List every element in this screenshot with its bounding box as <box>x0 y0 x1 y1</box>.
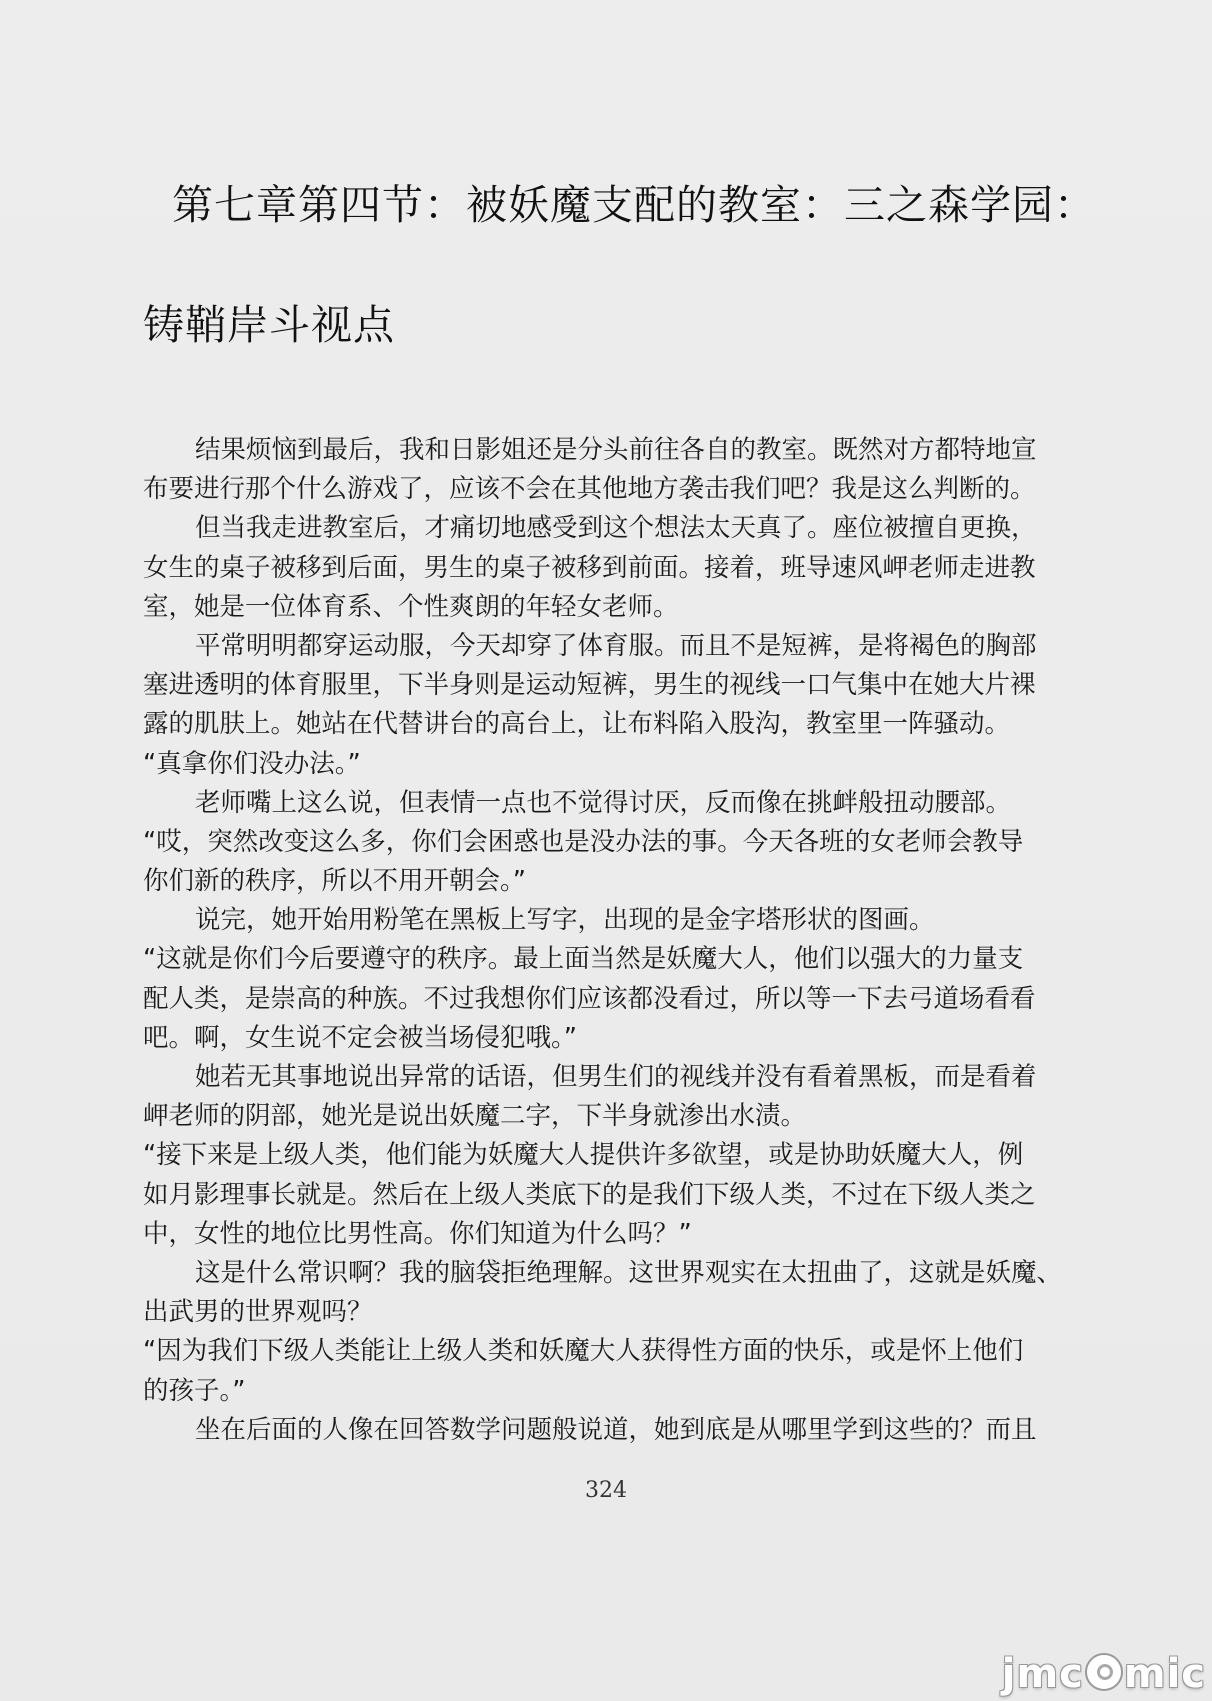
text-line: 吧。啊，女生说不定会被当场侵犯哦。” <box>143 1022 577 1053</box>
text-line: 老师嘴上这么说，但表情一点也不觉得讨厌，反而像在挑衅般扭动腰部。 <box>195 787 1012 818</box>
text-line: “哎，突然改变这么多，你们会困惑也是没办法的事。今天各班的女老师会教导 <box>143 826 1024 857</box>
text-line: 露的肌肤上。她站在代替讲台的高台上，让布料陷入股沟，教室里一阵骚动。 <box>143 709 1011 740</box>
watermark-text-right: mic <box>1123 1651 1206 1697</box>
text-line: 岬老师的阴部，她光是说出妖魔二字，下半身就渗出水渍。 <box>143 1101 807 1132</box>
text-line: 中，女性的地位比男性高。你们知道为什么吗？” <box>143 1218 692 1249</box>
chapter-subtitle: 铸鞘岸斗视点 <box>143 301 395 349</box>
text-line: 这是什么常识啊？我的脑袋拒绝理解。这世界观实在太扭曲了，这就是妖魔、 <box>195 1257 1063 1288</box>
text-line: 出武男的世界观吗？ <box>143 1297 373 1328</box>
text-line: 平常明明都穿运动服，今天却穿了体育服。而且不是短裤，是将褐色的胸部 <box>195 630 1037 661</box>
text-line: “接下来是上级人类，他们能为妖魔大人提供许多欲望，或是协助妖魔大人，例 <box>143 1140 1024 1171</box>
text-line: 的孩子。” <box>143 1375 246 1406</box>
text-line: 室，她是一位体育系、个性爽朗的年轻女老师。 <box>143 591 679 622</box>
chapter-title: 第七章第四节：被妖魔支配的教室：三之森学园： <box>172 181 1096 229</box>
text-line: 女生的桌子被移到后面，男生的桌子被移到前面。接着，班导速风岬老师走进教 <box>143 552 1036 583</box>
watermark-logo <box>1002 1651 1206 1697</box>
text-line: 布要进行那个什么游戏了，应该不会在其他地方袭击我们吧？我是这么判断的。 <box>143 474 1036 505</box>
text-line: 你们新的秩序，所以不用开朝会。” <box>143 866 526 897</box>
text-line: “真拿你们没办法。” <box>143 748 361 779</box>
text-line: 如月影理事长就是。然后在上级人类底下的是我们下级人类，不过在下级人类之 <box>143 1179 1036 1210</box>
coin-icon <box>1085 1653 1123 1691</box>
text-line: 她若无其事地说出异常的话语，但男生们的视线并没有看着黑板，而是看着 <box>195 1062 1037 1092</box>
text-line: “这就是你们今后要遵守的秩序。最上面当然是妖魔大人，他们以强大的力量支 <box>143 944 1024 975</box>
text-line: 说完，她开始用粉笔在黑板上写字，出现的是金字塔形状的图画。 <box>195 905 935 936</box>
text-line: 配人类，是崇高的种族。不过我想你们应该都没看过，所以等一下去弓道场看看 <box>143 983 1036 1014</box>
text-line: 坐在后面的人像在回答数学问题般说道，她到底是从哪里学到这些的？而且 <box>195 1414 1037 1445</box>
body-text <box>143 431 1083 1450</box>
text-line: 塞进透明的体育服里，下半身则是运动短裤，男生的视线一口气集中在她大片裸 <box>143 670 1036 701</box>
text-line: “因为我们下级人类能让上级人类和妖魔大人获得性方面的快乐，或是怀上他们 <box>143 1336 1024 1367</box>
page-number: 324 <box>585 1478 627 1503</box>
text-line: 结果烦恼到最后，我和日影姐还是分头前往各自的教室。既然对方都特地宣 <box>195 435 1037 465</box>
text-line: 但当我走进教室后，才痛切地感受到这个想法太天真了。座位被擅自更换， <box>195 513 1037 544</box>
watermark-text-left: jmc <box>1001 1651 1084 1697</box>
